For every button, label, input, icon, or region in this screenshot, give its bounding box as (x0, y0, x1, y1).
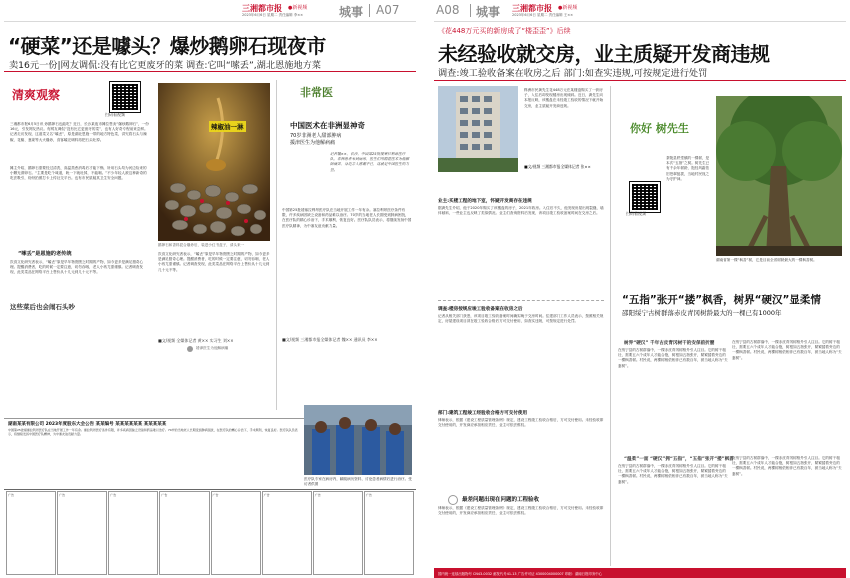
section-rule (438, 300, 604, 301)
masthead-partner: ●新视频 (558, 5, 578, 11)
qr-code[interactable] (110, 82, 140, 112)
article-intro: 三湘都市报6月5日讯 炒鹅卵石也能吃？近日，长沙某夜市摊位售卖“爆炒鹅卵石”，一份16元，引发网友热议。有网友调侃“没有比它更废牙的菜”，也有人好奇专程前来尝鲜。记者走访发现，这道菜又名“嗦丢”，原是湖北恩施一带的地方特色菜，讲究将石头与辣椒、花椒、葱姜等大火爆炒，食客嗦完调料再把石头吐掉。 (10, 122, 149, 142)
stones-illustration (158, 83, 270, 241)
classified-rule (4, 489, 416, 490)
headline-rule (4, 71, 416, 72)
section-divider (369, 4, 370, 17)
article-body-2: 记者从相关部门获悉，该项目竣工验收备案时间确实晚于交房时间。住建部门工作人员表示，按照相关规定，房屋建设项目须在竣工验收合格后方可交付使用，如查实违规，可按规定进行处罚。 (438, 314, 604, 324)
page-gutter (416, 0, 434, 578)
headline: 未经验收就交房，业主质疑开发商违规 (438, 42, 770, 66)
footer-bar (434, 568, 846, 578)
medical-team-photo (304, 405, 412, 475)
masthead-date: 2023年6月6日 星期二 责任编辑 王×× (512, 13, 574, 17)
section-name: 城事 (339, 5, 364, 19)
col2-deck-2: 援津医生为他解病痛 (290, 140, 336, 146)
column-logo: 你好 树先生 (630, 122, 689, 135)
building-photo (438, 86, 518, 172)
ad-cell: 广告 (6, 491, 56, 575)
headline-deck: 调查:竣工验收备案在收房之后 部门:如查实违规,可按规定进行处罚 (438, 68, 708, 79)
column-logo: 清爽观察 (12, 88, 61, 102)
pullquote: 最差问题出现在问题的工程验收 (462, 497, 540, 503)
footer-text: 国内统一连续出版物号 CN43-0032 邮发代号41-13 广告许可证 4300004000007 印刷：湖南日报印务中心 (438, 572, 603, 576)
tree-caption: 湖南省第一棵“枫香”树，它是目前全省树龄最大的一棵枫香树。 (716, 258, 817, 262)
left-page (4, 0, 416, 578)
ad-cell: 广告 (313, 491, 363, 575)
feature-subhead-2: “温柔”一面 “硬汉”拥“五指”，“五指”张开“搂”枫香 (624, 457, 734, 462)
ad-cell: 广告 (211, 491, 261, 575)
section-divider (470, 4, 471, 17)
col2-body: 中国第25批援塞拉利昂医疗队在当地开展工作一年有余。塞拉利昂医疗条件有限，许多疾病因缺乏设备和药品难以治疗。70岁的当地老人长期受到肿病困扰，在医疗队的精心诊治下，手术顺利，恢复良好。医疗队队员表示，将继续发扬中国医疗队精神，为中塞友谊贡献力量。 (282, 208, 412, 228)
col2-logo: 非常医 (300, 86, 333, 99)
feature-body-3: 在绥宁县的古树群落中，一棵赤皮青冈树格外引人注目。它的树干粗壮，需要五六个成年人才能合抱，树根如五指张开，紧紧搂着旁边的一棵枫香树。村民说，两棵树相依相伴已有数百年，被当地人称为“夫妻树”。 (618, 464, 728, 484)
tree-illustration (716, 96, 842, 256)
ad-cell: 广告 (262, 491, 312, 575)
subhead-3: 部门:建筑工程竣工经验收合格方可交付使用 (438, 411, 528, 416)
qr-caption: 扫码看视频 (626, 211, 646, 216)
masthead-rule (4, 21, 416, 22)
qr-caption: 扫码看视频 (105, 112, 125, 117)
masthead-name: 三湘都市报 (512, 4, 552, 13)
article-body-3: 律师表示，根据《建设工程质量管理条例》规定，建设工程竣工验收合格后，方可交付使用。未经验收即交付使用的，开发商应承担相应责任，业主可依法维权。 (438, 418, 604, 428)
col2-headline: 中国医术在非洲显神奇 (290, 121, 365, 130)
subhead-2: 调查:楼房按规应竣工验收备案在收房之后 (438, 307, 523, 312)
masthead-partner: ●新视频 (288, 5, 308, 11)
subhead-1: 业主:买楼工程的地下室，怀疑开发商存在违规 (438, 199, 532, 204)
article-intro: 株洲市民龚先生花448万元在某楼盘购买了一套房子，入住后却发现楼房出现倾斜。近日，龚先生向本报反映，该楼盘在未经竣工验收的情况下就开始交房，业主质疑开发商违规。 (524, 88, 604, 108)
byline-left: ■文/视频 全媒体记者 黄×× 实习生 刘×× (158, 338, 234, 343)
column-divider (610, 86, 611, 566)
photo-overlay-label: 辣椒油一淋 (211, 123, 244, 131)
byline-col2: ■文/视频 三湘都市报全媒体记者 魏×× 通讯员 李×× (282, 337, 378, 342)
share-label: 援津医生为他解病痛 (196, 346, 229, 350)
column-divider (276, 80, 277, 410)
ad-rule (4, 418, 304, 419)
feature-headline: “五指”张开“搂”枫香，树界“硬汉”显柔情 (622, 294, 821, 306)
headline: “硬菜”还是噱头？爆炒鹅卵石现夜市 (8, 34, 326, 58)
article-body-2: 饮食文化研究者表示，“嗦丢”原是早年物资匮乏时期的产物，如今更多是满足猎奇心理。提醒消费者，吃的时候一定要注意，切勿吞咽，老人小孩尤需谨慎。记者调查发现，此类菜品在网络平台上售价从十几元到几十元不等。 (10, 260, 144, 275)
ad-cell: 广告 (108, 491, 158, 575)
classified-ads (6, 491, 414, 575)
qr-code[interactable] (630, 182, 660, 212)
photo-caption: 鹅卵石和香料混合爆炒后，装进小红书盒子，请头来一 (158, 243, 245, 247)
headline-deck: 卖16元一份|网友调侃:没有比它更废牙的菜 调查:它叫“嗦丢”,湖北恩施地方菜 (9, 60, 321, 71)
article-body-1: 摊主介绍，鹅卵石需要经过清洗、高温蒸煮消毒后才能下锅，所用石头均为河边捡来的小颗光滑卵石。“主要是吃个味道，吮一下就吐掉，不能咽。”不少年轻人被这种新奇的吃法吸引，纷纷拍照打卡上传社交平台。也有市民质疑其卫生安全问题。 (10, 166, 147, 181)
article-body-4: 律师表示，根据《建设工程质量管理条例》规定，建设工程竣工验收合格后，方可交付使用。未经验收即交付使用的，开发商应承担相应责任，业主可依法维权。 (438, 506, 604, 516)
medical-team-illustration (304, 405, 412, 475)
feature-deck: 邵阳绥宁古树群落赤皮青冈树龄最大的一棵已有1000年 (622, 309, 782, 317)
kicker: 《花448万元买的新房成了“楼歪歪”》后续 (438, 27, 571, 35)
article-body-1: 据龚先生介绍，他于2020年购买了该楼盘的房子，2021年收房。入住后不久，他发现房屋出现裂缝，墙体倾斜，一些业主也反映了类似情况。业主们查询资料后发现，该项目竣工验收备案时间在交房之后。 (438, 206, 604, 216)
feature-body-1: 在绥宁县的古树群落中，一棵赤皮青冈树格外引人注目。它的树干粗壮，需要五六个成年人才能合抱，树根如五指张开，紧紧搂着旁边的一棵枫香树。村民说，两棵树相依相伴已有数百年，被当地人称为“夫妻树”。 (618, 348, 728, 368)
feature-subhead-1: 树界“硬汉” 千年古皮青冈树干的安保前折腰 (624, 341, 715, 346)
right-page (434, 0, 846, 578)
headline-rule (434, 80, 846, 81)
ad-title: 湖南某某有限公司 2023年度股东大会公告 某某编号 某某某某某某 某某某某某 (8, 422, 167, 427)
byline-top: ■文/视频 三湘都市报全媒体记者 张×× (524, 164, 591, 169)
masthead-rule (434, 21, 846, 22)
masthead-date: 2023年6月6日 星期二 责任编辑 李×× (242, 13, 304, 17)
ad-cell: 广告 (159, 491, 209, 575)
feature-body-2: 在绥宁县的古树群落中，一棵赤皮青冈树格外引人注目。它的树干粗壮，需要五六个成年人才能合抱，树根如五指张开，紧紧搂着旁边的一棵枫香树。村民说，两棵树相依相伴已有数百年，被当地人称为“夫妻树”。 (732, 340, 842, 360)
building-illustration (438, 86, 518, 172)
share-icon (187, 346, 193, 352)
section-name: 城事 (476, 5, 501, 19)
feature-body-4: 在绥宁县的古树群落中，一棵赤皮青冈树格外引人注目。它的树干粗壮，需要五六个成年人才能合抱，树根如五指张开，紧紧搂着旁边的一棵枫香树。村民说，两棵树相依相伴已有数百年，被当地人称为“夫妻树”。 (732, 456, 842, 476)
subhead-1: “嗦丢”是恩施的老传统 (18, 251, 72, 257)
page-number: A07 (376, 3, 400, 17)
article-body-continued: 饮食文化研究者表示，“嗦丢”原是早年物资匮乏时期的产物，如今更多是满足猎奇心理。提醒消费者，吃的时候一定要注意，切勿吞咽，老人小孩尤需谨慎。记者调查发现，此类菜品在网络平台上售价从十几元到几十元不等。 (158, 252, 270, 272)
page-number: A08 (436, 3, 460, 17)
comment-icon (448, 495, 458, 505)
photo2-caption: 医疗队专家在病房内，翻阅病历资料，讨论患者病情后进行治疗。受访者供图 (304, 477, 412, 487)
column-intro: 茶陵县秩堂镇的一棵树，是本次“五指”之树。树先生已有千余年树龄，饱经风霜依旧苍翠挺拔，当地村民视之为守护神。 (666, 156, 710, 181)
pullquote: 这些菜后也会闹石头吵 (10, 303, 75, 311)
col2-column-text: 记者魏××，长沙，中国第25批援塞拉利昂医疗队，非洲患者来到病房，医生们用精湛医术为他解除痛苦，身边亲人感谢不已，这就是中国医生的力量。 (330, 152, 410, 172)
ad-body: 中国第25批援塞拉利昂医疗队在当地开展工作一年有余。塞拉利昂医疗条件有限，许多疾病因缺乏设备和药品难以治疗。70岁的当地老人长期受到肿病困扰，在医疗队的精心诊治下，手术顺利，恢复良好。医疗队队员表示，将继续发扬中国医疗队精神，为中塞友谊贡献力量。 (8, 428, 298, 436)
ad-cell: 广告 (364, 491, 414, 575)
tree-photo (716, 96, 842, 256)
stir-fried-stones-photo (158, 83, 270, 241)
col2-deck-1: 70岁非洲老人甜部肿病 (290, 133, 342, 139)
masthead-name: 三湘都市报 (242, 4, 282, 13)
ad-cell: 广告 (57, 491, 107, 575)
